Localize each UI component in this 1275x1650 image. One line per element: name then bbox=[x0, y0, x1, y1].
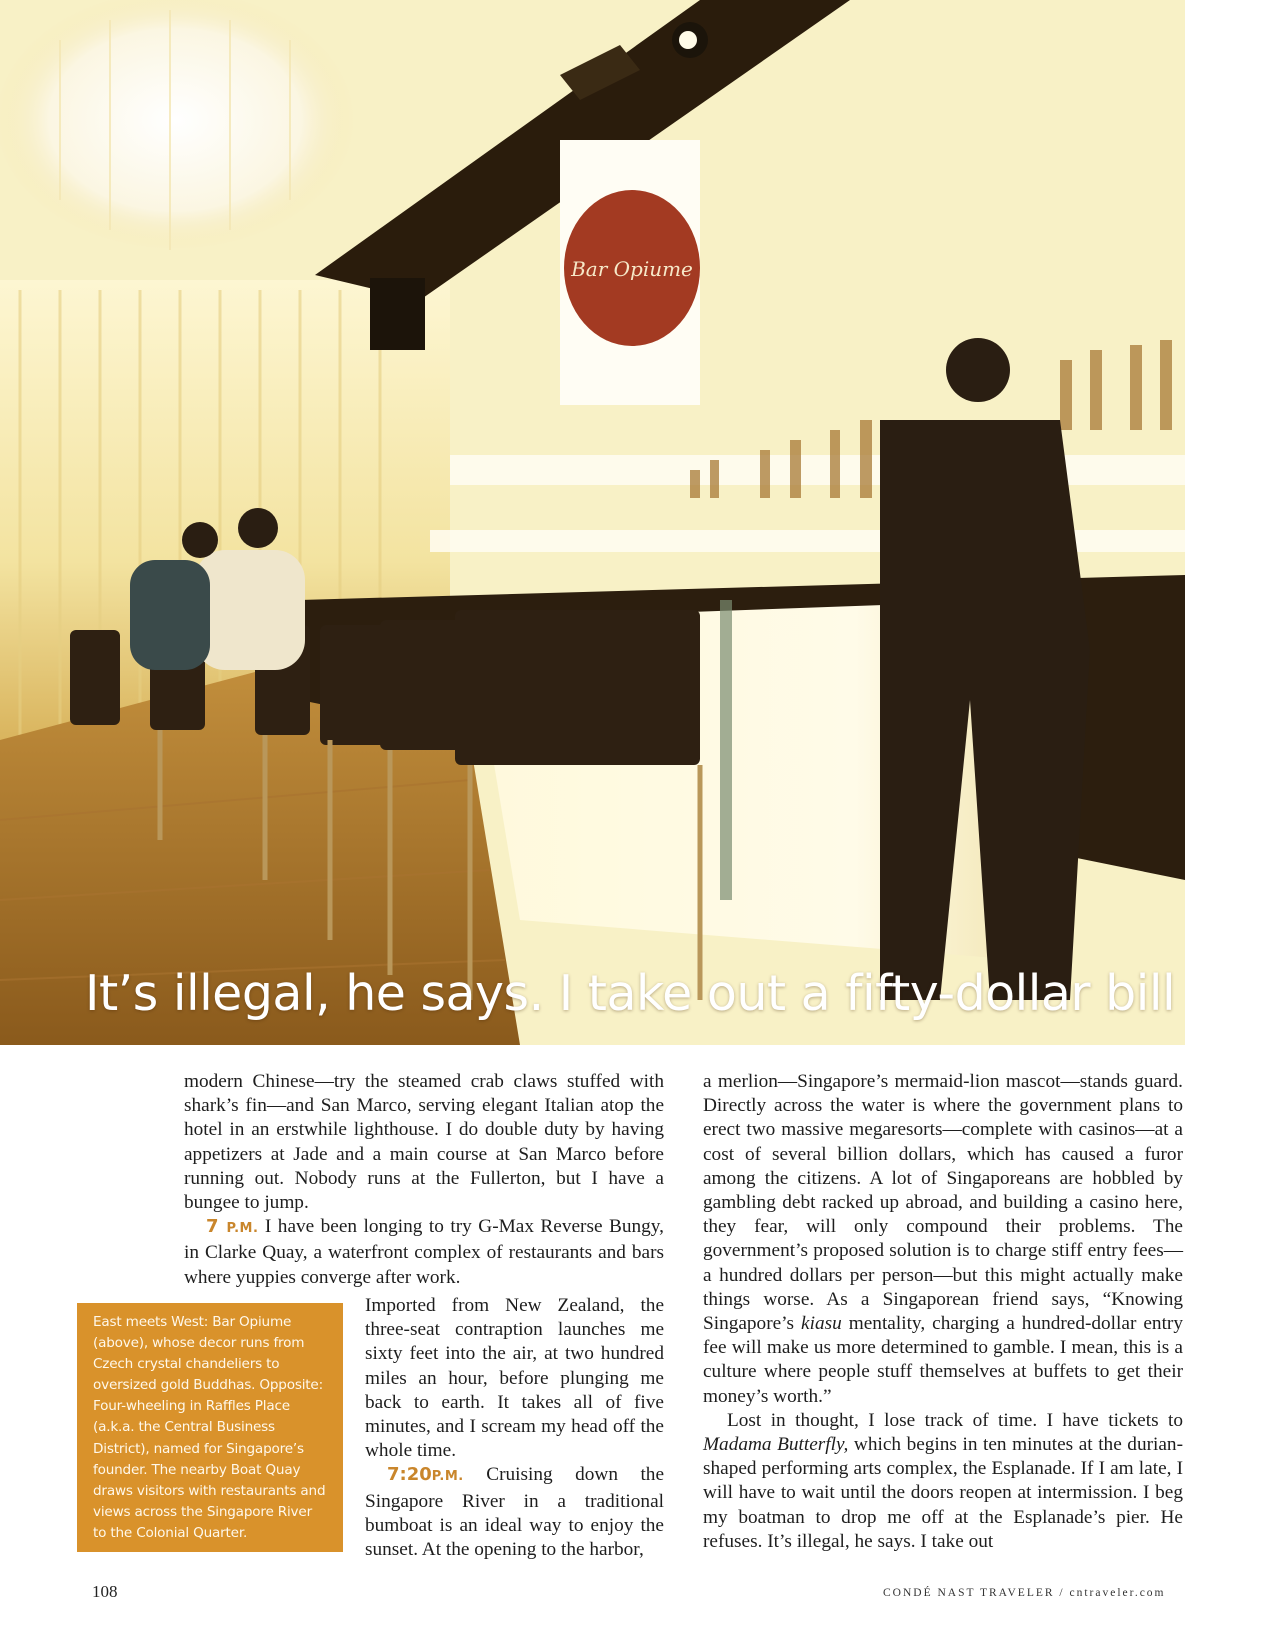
article-paragraph-text: Lost in thought, I lose track of time. I have tickets to bbox=[727, 1409, 1183, 1431]
article-paragraph-text: I have been longing to try G-Max Reverse Bungy, in Clarke Quay, a waterfront complex of restaurants and bars where yuppies converge after work. bbox=[184, 1216, 664, 1288]
article-paragraph-text: a merlion—Singapore’s mermaid-lion mascot—stands guard. Directly across the water is where the government plans to erect two massive megaresorts—complete with casinos—at a cost of several billion dollars, which has caused a furor among the citizens. A lot of Singaporeans are hobbled by gambling debt racked up abroad, and building a casino here, they fear, will only compound their problems. The government’s proposed solution is to charge stiff entry fees—a hundred dollars per person—but this might actually make things worse. As a Singaporean friend says, “Knowing Singapore’s bbox=[703, 1071, 1183, 1335]
article-paragraph bbox=[703, 1070, 1183, 1409]
article-column-2 bbox=[703, 1070, 1183, 1554]
article-paragraph bbox=[365, 1463, 664, 1562]
article-paragraph bbox=[184, 1215, 664, 1290]
article-column-1 bbox=[184, 1070, 664, 1290]
article-paragraph-text: mentality, charging a hundred-dollar entry fee will make us more determined to gamble. I mean, this is a culture where people stuff themselves at buffets to get their money’s worth.” bbox=[703, 1313, 1183, 1407]
pull-quote: It’s illegal, he says. I take out a fifty-dollar bill bbox=[85, 965, 1176, 1022]
article-paragraph-text: which begins in ten minutes at the durian-shaped performing arts complex, the Esplanade. If I am late, I will have to wait until the doors reopen at intermission. I beg my boatman to drop me off at the Esplanade’s pier. He refuses. It’s illegal, he says. I take out bbox=[703, 1434, 1183, 1552]
bar-sign-text: Bar Opiume bbox=[571, 257, 693, 281]
page-number: 108 bbox=[92, 1582, 118, 1601]
time-number: 7:20 bbox=[387, 1464, 432, 1486]
time-marker bbox=[387, 1464, 464, 1485]
time-marker bbox=[206, 1216, 258, 1237]
italic-term: kiasu bbox=[801, 1313, 842, 1335]
time-suffix: P.M. bbox=[226, 1221, 259, 1237]
article-paragraph-text: Cruising down the Singapore River in a traditional bumboat is an ideal way to enjoy the sunset. At the opening to the harbor, bbox=[365, 1464, 664, 1561]
time-number: 7 bbox=[206, 1216, 219, 1238]
opera-title: Madama Butterfly, bbox=[703, 1434, 849, 1456]
article-paragraph: Imported from New Zealand, the three-seat contraption launches me sixty feet into the air, at two hundred miles an hour, before plunging me back to earth. It takes all of five minutes, and I scream my head off the whole time. bbox=[365, 1295, 664, 1462]
article-column-1-narrow bbox=[365, 1294, 664, 1562]
photo-caption: East meets West: Bar Opiume (above), whose decor runs from Czech crystal chandeliers to oversized gold Buddhas. Opposite: Four-wheeling in Raffles Place (a.k.a. the Central Business District), named for Singapore’s founder. The nearby Boat Quay draws visitors with restaurants and views across the Singapore River to the Colonial Quarter. bbox=[77, 1303, 343, 1552]
magazine-credit: CONDÉ NAST TRAVELER / cntraveler.com bbox=[883, 1587, 1166, 1599]
article-paragraph bbox=[703, 1409, 1183, 1554]
article-paragraph: modern Chinese—try the steamed crab claws stuffed with shark’s fin—and San Marco, serving elegant Italian atop the hotel in an erstwhile lighthouse. I do double duty by having appetizers at Jade and a main course at San Marco before running out. Nobody runs at the Fullerton, but I have a bungee to jump. bbox=[184, 1071, 664, 1214]
time-suffix: P.M. bbox=[431, 1469, 464, 1485]
